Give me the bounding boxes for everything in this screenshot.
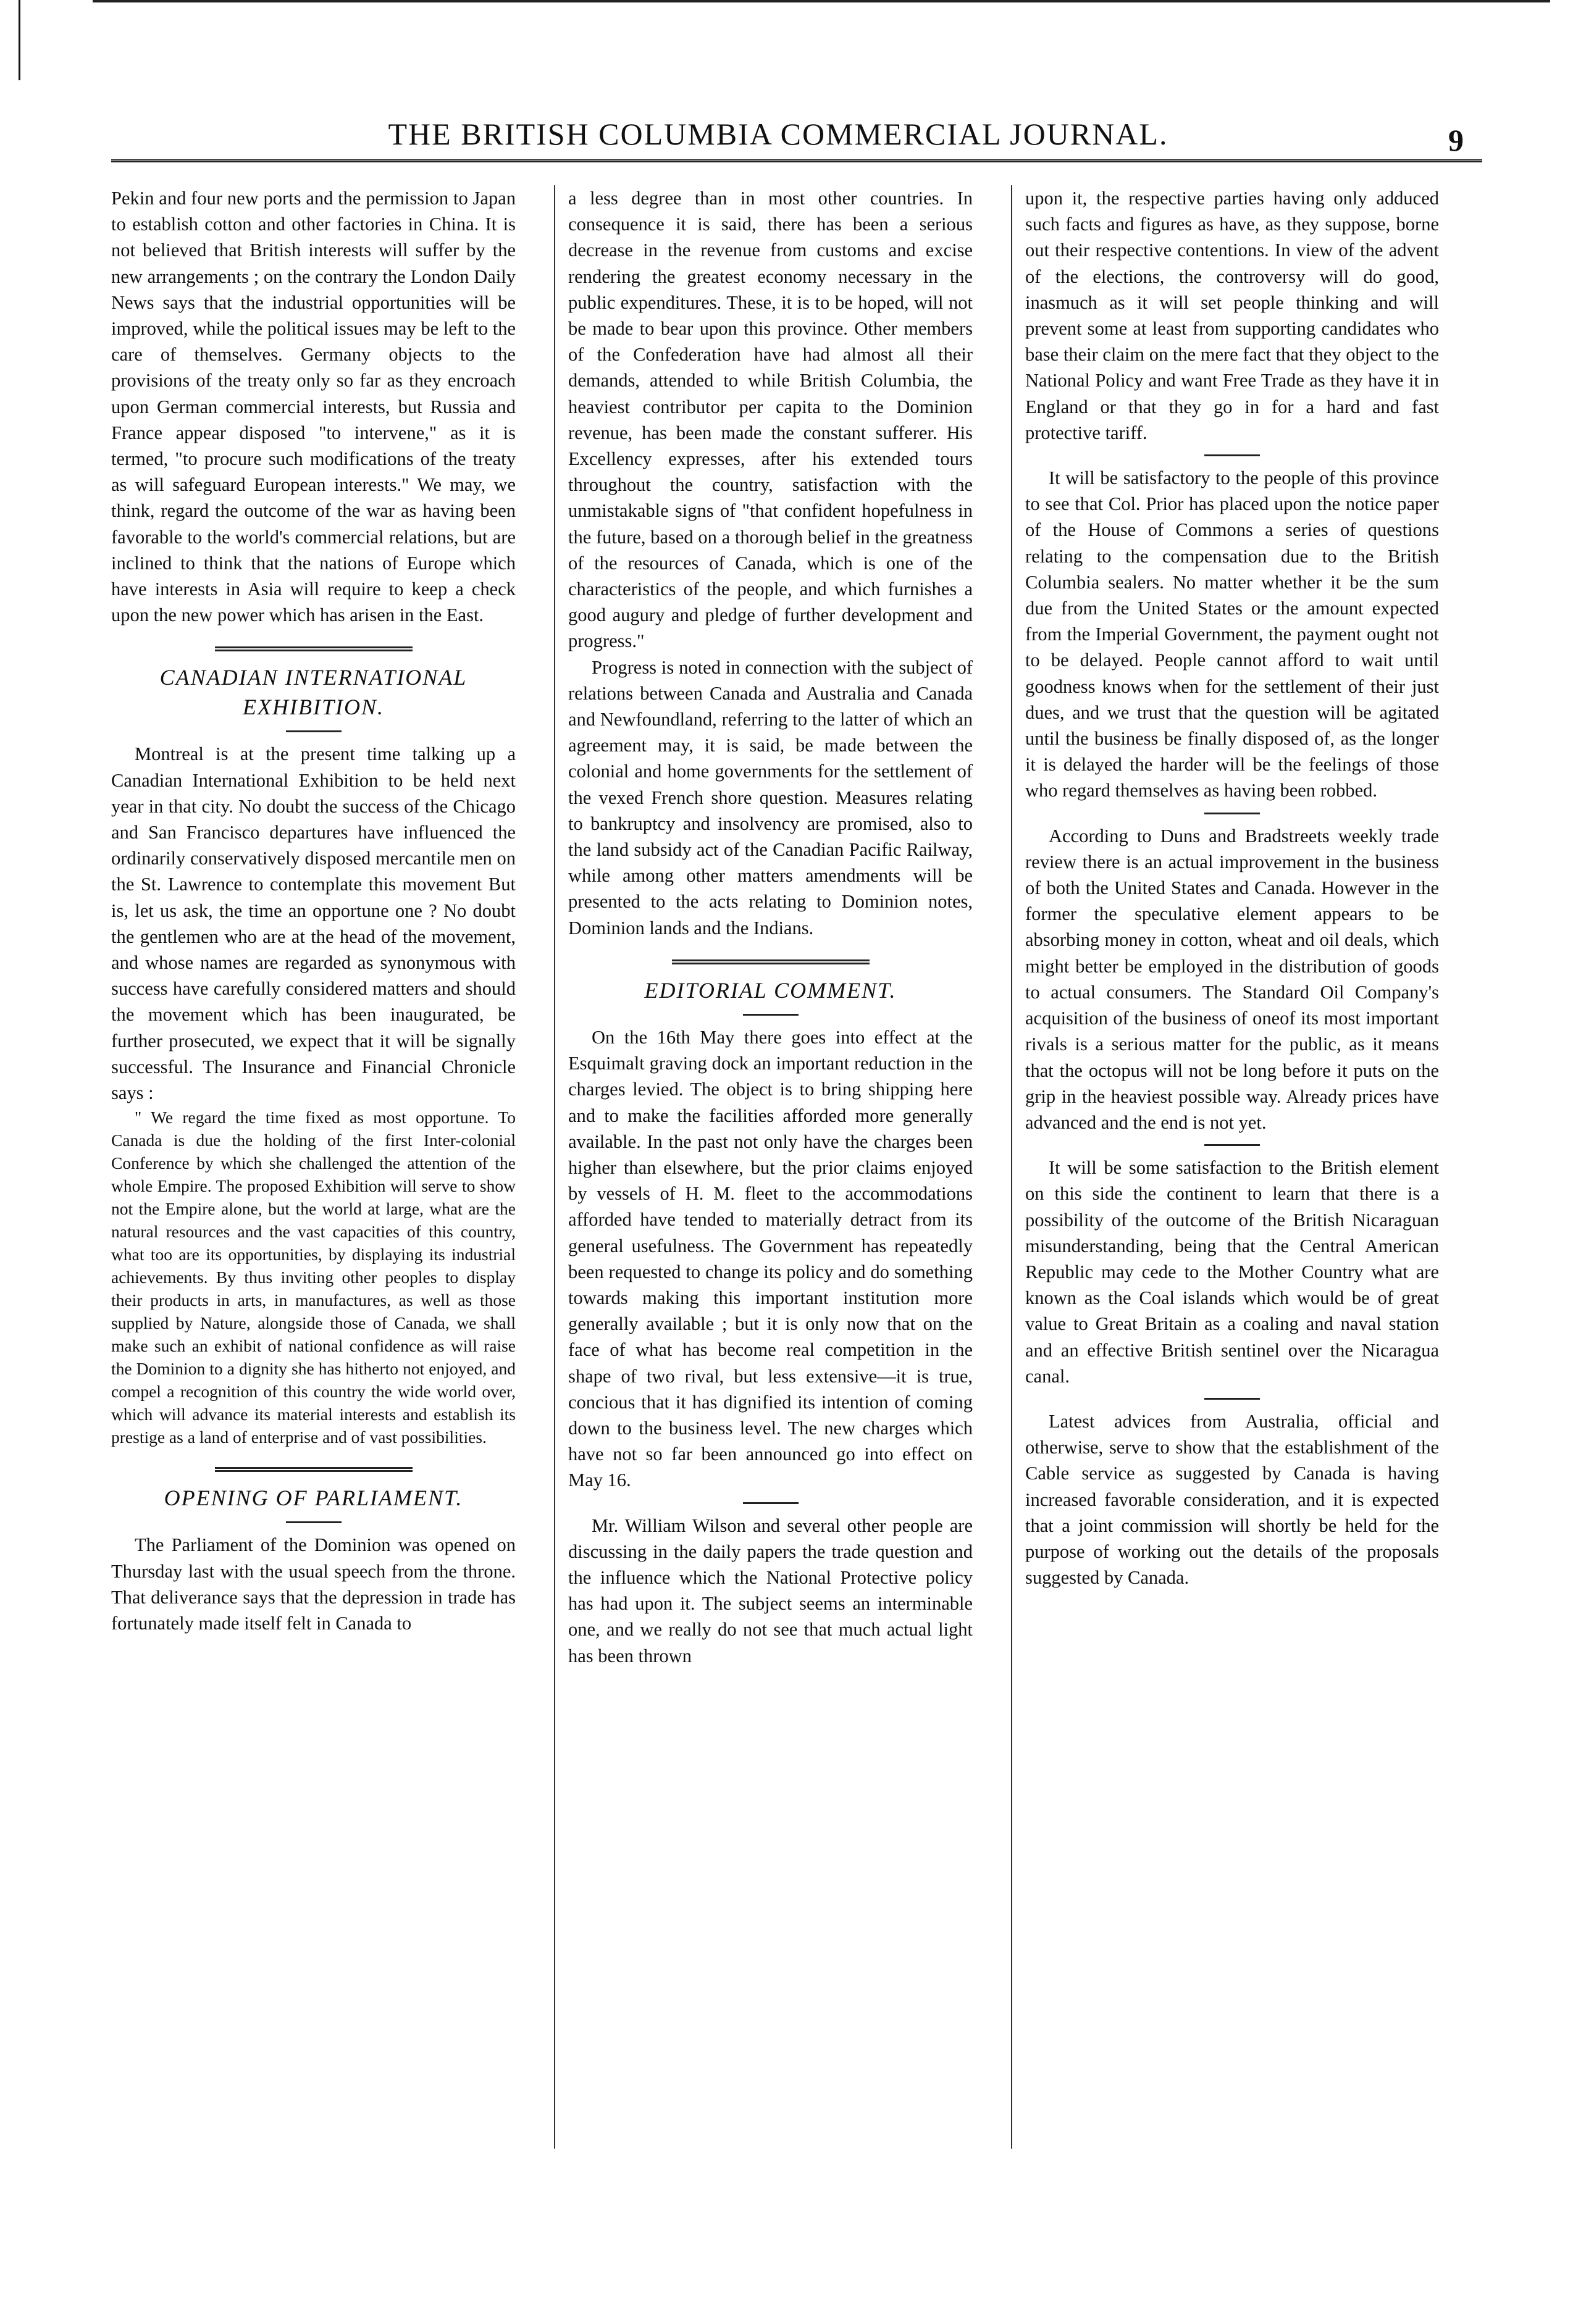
header-rule (111, 159, 1482, 162)
margin-rule (19, 0, 20, 80)
section-separator (672, 959, 870, 964)
section-separator (1204, 454, 1260, 456)
section-separator (286, 1521, 342, 1523)
article-paragraph: It will be some satisfaction to the British element on this side the continent to learn that there is a possibility of the outcome of the British Nicaraguan misunderstanding, being that the Central American Republic may cede to the Mother Country what are known as the Coal islands which would be of great value to Great Britain as a coaling and naval station and an effective British sentinel over the Nicaragua canal. (1025, 1157, 1439, 1387)
column-divider-2 (1011, 185, 1012, 2149)
article-paragraph: Latest advices from Australia, official and otherwise, serve to show that the establishment of the Cable service as suggested by Canada is having increased favorable consideration, and it is expected that a joint commission will shortly be held for the purpose of working out the details of the proposals suggested by Canada. (1025, 1410, 1439, 1589)
article-paragraph: It will be satisfactory to the people of this province to see that Col. Prior has placed upon the notice paper of the House of Commons a series of questions relating to the compensation due to the British Columbia sealers. No matter whether it be the sum due from the United States or the amount expected from the Imperial Government, the payment ought not to be delayed. People cannot afford to wait until goodness knows when for the settlement of their just dues, and we trust that the question will be agitated until the business be finally disposed of, as the longer it is delayed the harder will be the feelings of those who regard themselves as having been robbed. (1025, 467, 1439, 801)
article-paragraph: Mr. William Wilson and several other people are discussing in the daily papers the trade question and the influence which the National Protective policy has had upon it. The subject seems an interminable one, and we really do not see that much actual light has been thrown (568, 1515, 973, 1666)
article-paragraph: Progress is noted in connection with the subject of relations between Canada and Australia and Canada and Newfoundland, referring to the latter of which an agreement may, it is said, be made between the colonial and home governments for the settlement of the vexed French shore question. Measures relating to bankruptcy and insolvency are promised, also to the land subsidy act of the Canadian Pacific Railway, while among other matters amendments will be presented to the acts relating to Dominion notes, Dominion lands and the Indians. (568, 656, 973, 938)
section-heading: CANADIAN INTERNATIONAL EXHIBITION. (159, 665, 468, 720)
section-separator (743, 1014, 799, 1016)
section-separator (1204, 1398, 1260, 1400)
article-paragraph: The Parliament of the Dominion was opened on Thursday last with the usual speech from the throne. That deliverance says that the depression in trade has fortunately made itself felt in Canada to (111, 1534, 516, 1634)
article-paragraph: On the 16th May there goes into effect at the Esquimalt graving dock an important reduction in the charges levied. The object is to bring shipping here and to make the facilities afforded more generally available. In the past not only have the charges been higher than elsewhere, but the prior claims enjoyed by vessels of H. M. fleet to the accommodations afforded have tended to materially detract from its general usefulness. The Government has repeatedly been requested to change its policy and do something towards making this important institution more generally available ; but it is only now that on the face of what has become real competition in the shape of two rival, but less extensive—it is true, concious that it has dignified its intention of coming down to the business level. The new charges which have not so far been announced go into effect on May 16. (568, 1026, 973, 1491)
section-heading: OPENING OF PARLIAMENT. (164, 1486, 463, 1511)
section-separator (1204, 813, 1260, 814)
section-separator (215, 646, 413, 651)
article-paragraph: Pekin and four new ports and the permission to Japan to establish cotton and other factories in China. It is not believed that British interests will suffer by the new arrangements ; on the contrary the London Daily News says that the industrial opportunities will be improved, while the political issues may be left to the care of themselves. Germany objects to the provisions of the treaty only so far as they encroach upon German commercial interests, but Russia and France appear disposed "to intervene," as it is termed, "to procure such modifications of the treaty as will safeguard European interests." We may, we think, regard the outcome of the war as having been favorable to the world's commercial relations, but are inclined to think that the nations of Europe which have interests in Asia will require to keep a check upon the new power which has arisen in the East. (111, 188, 516, 626)
column-divider-1 (554, 185, 555, 2149)
article-paragraph: upon it, the respective parties having only adduced such facts and figures as have, as they suppose, borne out their respective contentions. In view of the advent of the elections, the controversy will do good, inasmuch as it will set people thinking and will prevent some at least from supporting candidates who base their claim on the mere fact that they object to the National Policy and want Free Trade as they have it in England or that they go in for a hard and fast protective tariff. (1025, 188, 1439, 443)
top-border-line (93, 0, 1550, 2)
journal-title: THE BRITISH COLUMBIA COMMERCIAL JOURNAL. (388, 117, 1168, 151)
column-2 (568, 185, 973, 1669)
article-paragraph: According to Duns and Bradstreets weekly trade review there is an actual improvement in the business of both the United States and Canada. However in the former the speculative element appears to be absorbing money in cotton, wheat and oil deals, which might better be employed in the distribution of goods to actual consumers. The Standard Oil Company's acquisition of the business of oneof its most important rivals is a serious matter for the public, as it means that the octopus will not be long before it puts on the grip in the heaviest possible way. Already prices have advanced and the end is not yet. (1025, 825, 1439, 1133)
column-3 (1025, 185, 1439, 1590)
page-number: 9 (1448, 123, 1464, 157)
section-separator (1204, 1144, 1260, 1146)
article-paragraph: a less degree than in most other countries. In consequence it is said, there has been a serious decrease in the revenue from customs and excise rendering the greatest economy necessary in the public expenditures. These, it is to be hoped, will not be made to bear upon this province. Other members of the Confederation have had almost all their demands, attended to while British Columbia, the heaviest contributor per capita to the Dominion revenue, has been made the constant sufferer. His Excellency expresses, after his extended tours throughout the country, satisfaction with the unmistakable signs of "that confident hopefulness in the future, based on a thorough belief in the greatness of the resources of Canada, which is one of the characteristics of the people, and which furnishes a good augury and pledge of further development and progress." (568, 188, 973, 652)
section-separator (215, 1467, 413, 1472)
section-separator (743, 1502, 799, 1504)
article-paragraph: Montreal is at the present time talking up a Canadian International Exhibition to be held next year in that city. No doubt the success of the Chicago and San Francisco departures have influenced the ordinarily conservatively disposed mercantile men on the St. Lawrence to contemplate this movement But is, let us ask, the time an opportune one ? No doubt the gentlemen who are at the head of the movement, and whose names are regarded as synonymous with success have carefully considered matters and should the movement which has been inaugurated, be further prosecuted, we expect that it will be signally successful. The Insurance and Financial Chronicle says : (111, 743, 516, 1104)
block-quote: " We regard the time fixed as most opportune. To Canada is due the holding of the first Inter-colonial Conference by which she challenged the attention of the whole Empire. The proposed Exhibition will serve to show not the Empire alone, but the world at large, what are the natural resources and the vast capacities of this country, what too are its opportunities, by displaying its industrial achievements. By thus inviting other peoples to display their products in arts, in manufactures, as well as those supplied by Nature, alongside those of Canada, we shall make such an exhibit of national confidence as will raise the Dominion to a dignity she has hitherto not enjoyed, and compel a recognition of this country the wide world over, which will advance its material interests and establish its prestige as a land of enterprise and of vast possibilities. (111, 1108, 516, 1447)
column-1 (111, 185, 516, 1636)
page-header (111, 116, 1445, 159)
section-heading: EDITORIAL COMMENT. (644, 977, 897, 1003)
section-separator (286, 730, 342, 732)
